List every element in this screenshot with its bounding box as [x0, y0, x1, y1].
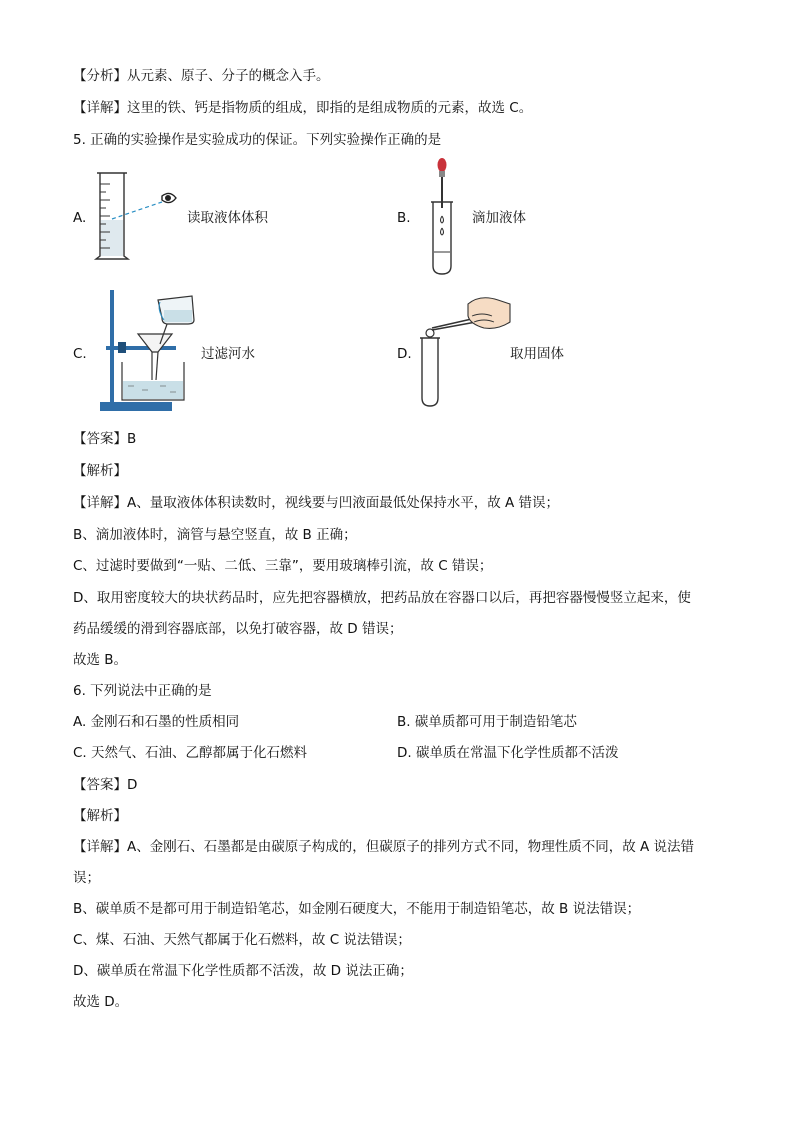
analysis-5-heading: 【解析】 — [73, 463, 127, 479]
q6-option-b: B. 碳单质都可用于制造铅笔芯 — [397, 714, 577, 730]
detail-6-a-2: 误； — [73, 870, 100, 886]
option-c-letter: C. — [73, 346, 87, 362]
detail-5-c: C、过滤时要做到“一贴、二低、三靠”，要用玻璃棒引流，故 C 错误； — [73, 558, 493, 574]
eye-icon — [162, 193, 176, 202]
option-a-letter: A. — [73, 210, 87, 226]
dropper-test-tube-figure — [428, 156, 468, 276]
detail-5-d-2: 药品缓缓的滑到容器底部，以免打破容器，故 D 错误； — [73, 621, 403, 637]
option-a-text: 读取液体体积 — [187, 210, 268, 226]
option-b-text: 滴加液体 — [472, 210, 526, 226]
option-c-text: 过滤河水 — [201, 346, 255, 362]
detail-6-b: B、碳单质不是都可用于制造铅笔芯，如金刚石硬度大，不能用于制造铅笔芯，故 B 说法错误； — [73, 901, 641, 917]
analysis-6-heading: 【解析】 — [73, 808, 127, 824]
q6-option-d: D. 碳单质在常温下化学性质都不活泼 — [397, 745, 619, 761]
question-5-stem: 5. 正确的实验操作是实验成功的保证。下列实验操作正确的是 — [73, 132, 442, 148]
option-d-text: 取用固体 — [510, 346, 564, 362]
conclusion-6: 故选 D。 — [73, 994, 129, 1010]
graduated-cylinder-figure — [94, 170, 194, 265]
detail-6-d: D、碳单质在常温下化学性质都不活泼，故 D 说法正确； — [73, 963, 413, 979]
q6-option-c: C. 天然气、石油、乙醇都属于化石燃料 — [73, 745, 308, 761]
filtration-apparatus-figure — [98, 288, 208, 416]
option-d-letter: D. — [397, 346, 412, 362]
q6-option-a: A. 金刚石和石墨的性质相同 — [73, 714, 240, 730]
detail-5-b: B、滴加液体时，滴管与悬空竖直，故 B 正确； — [73, 527, 357, 543]
tweezers-test-tube-figure — [418, 290, 514, 412]
conclusion-5: 故选 B。 — [73, 652, 128, 668]
option-b-letter: B. — [397, 210, 411, 226]
detail-5-d-1: D、取用密度较大的块状药品时，应先把容器横放，把药品放在容器口以后，再把容器慢慢竖立起来，使 — [73, 590, 691, 606]
answer-5: 【答案】B — [73, 431, 137, 447]
detail-5-a: 【详解】A、量取液体体积读数时，视线要与凹液面最低处保持水平，故 A 错误； — [73, 495, 560, 511]
detail-6-a-1: 【详解】A、金刚石、石墨都是由碳原子构成的，但碳原子的排列方式不同，物理性质不同，故 A 说法错 — [73, 839, 695, 855]
analysis-line: 【分析】从元素、原子、分子的概念入手。 — [73, 68, 330, 84]
question-6-stem: 6. 下列说法中正确的是 — [73, 683, 212, 699]
detail-6-c: C、煤、石油、天然气都属于化石燃料，故 C 说法错误； — [73, 932, 411, 948]
answer-6: 【答案】D — [73, 777, 138, 793]
detail-line: 【详解】这里的铁、钙是指物质的组成，即指的是组成物质的元素，故选 C。 — [73, 100, 533, 116]
